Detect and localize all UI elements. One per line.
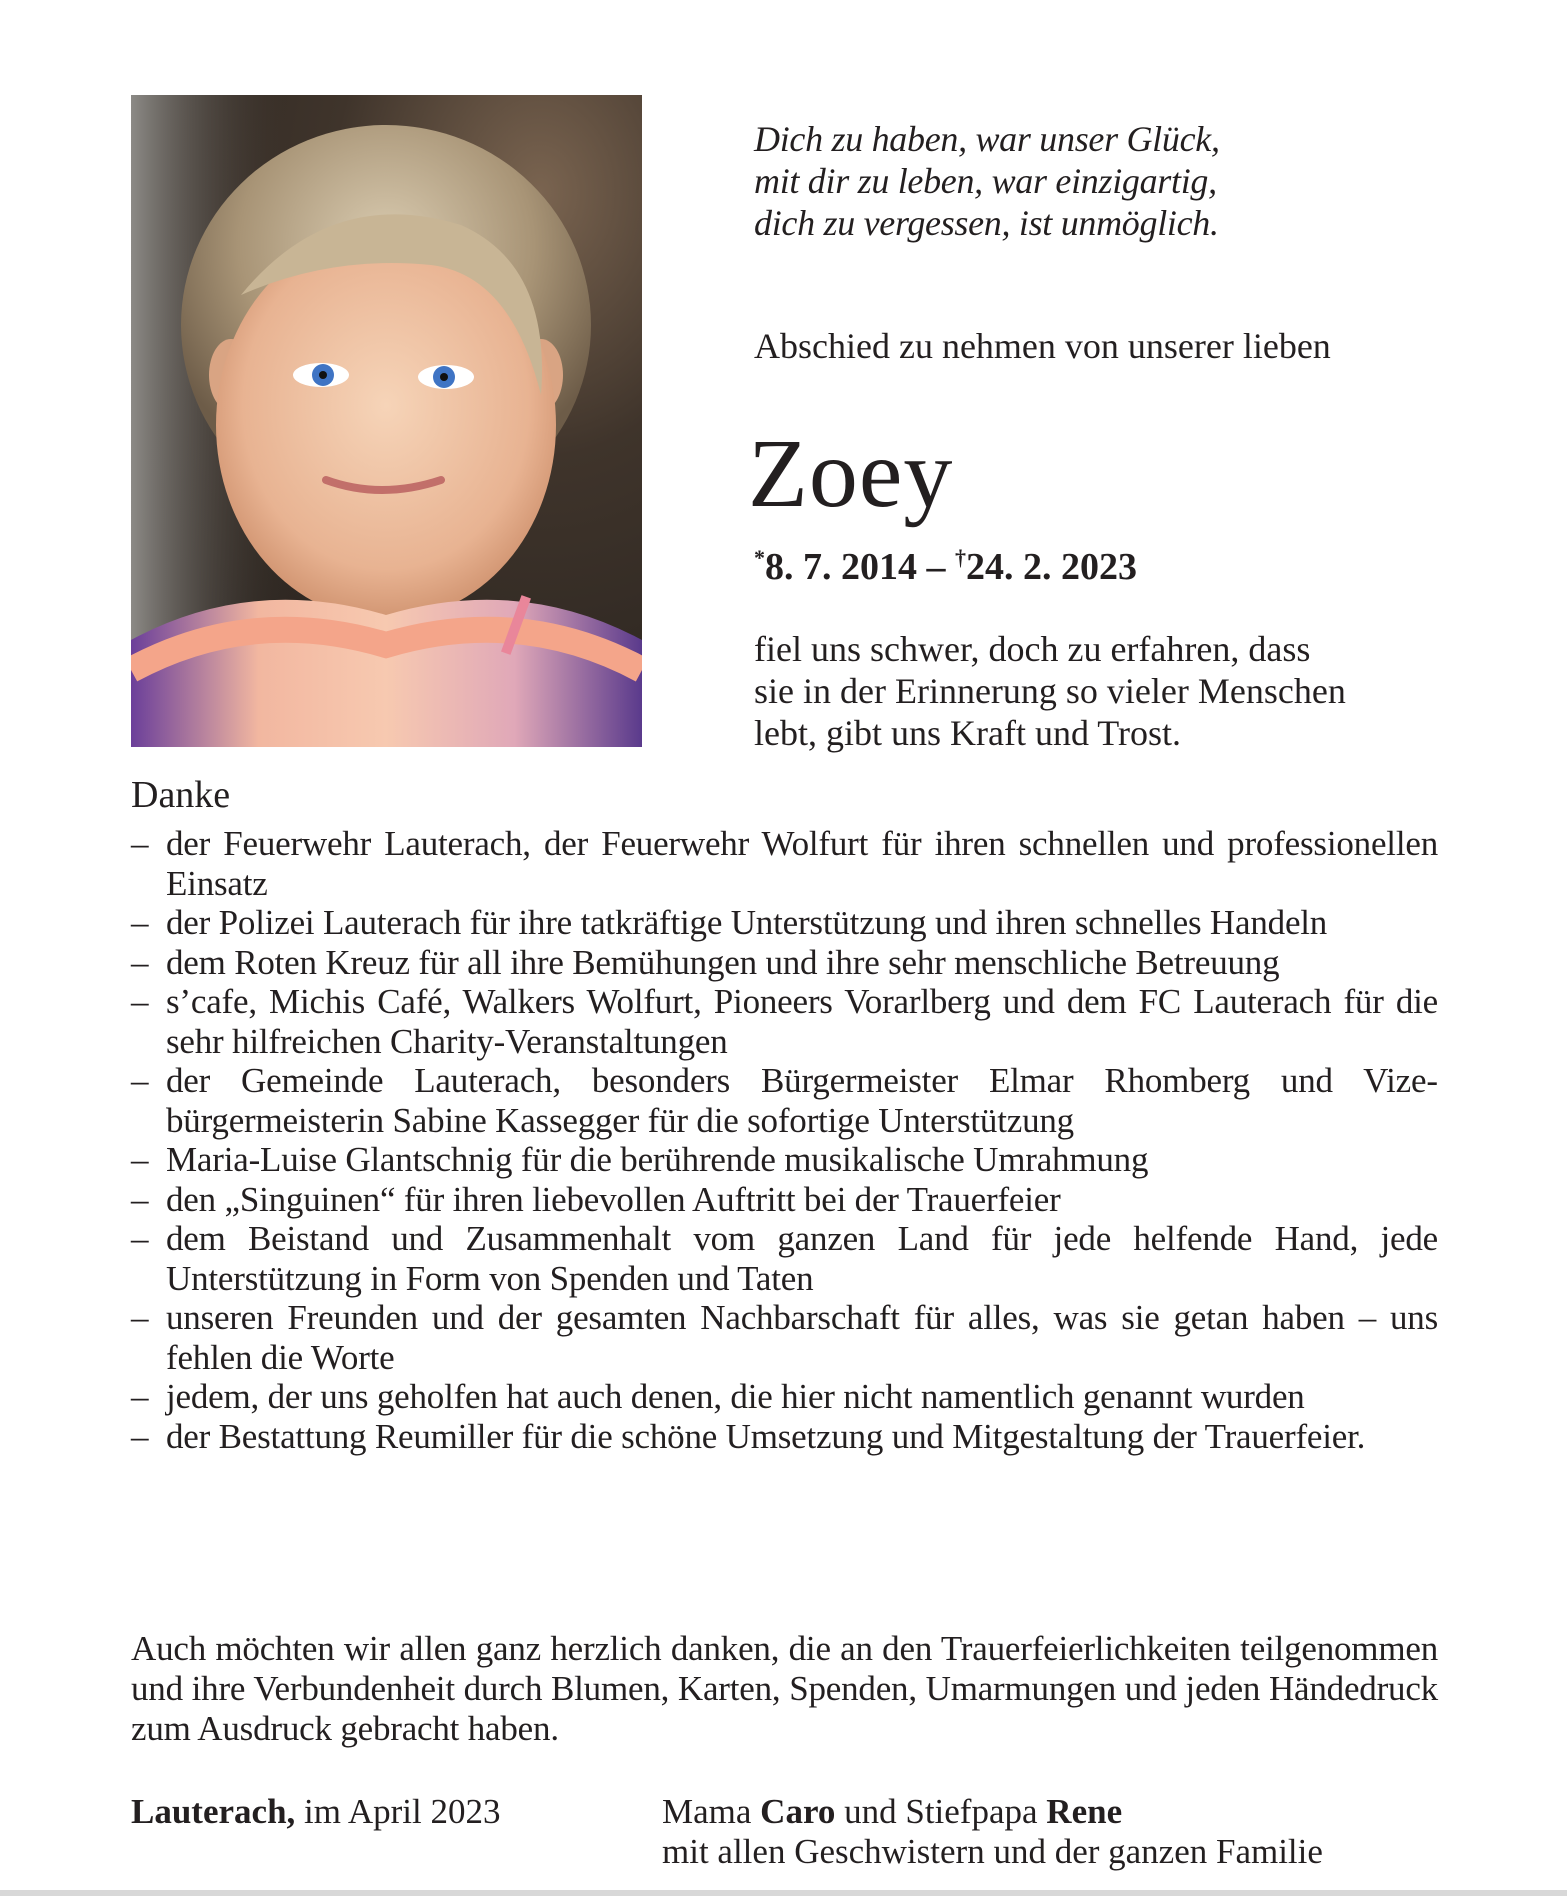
memorial-quote (754, 118, 1220, 244)
mother-name: Caro (760, 1792, 836, 1831)
thanks-item: – der Polizei Lauterach für ihre tatkräftige Unterstützung und ihren schnelles Handeln (131, 903, 1328, 942)
thanks-item: – Maria-Luise Glantschnig für die berührende musikalische Umrahmung (131, 1140, 1149, 1179)
dash-bullet-icon: – (131, 1416, 149, 1456)
portrait-photo (131, 95, 642, 747)
thanks-item: – den „Singuinen“ für ihren liebevollen Auftritt bei der Trauerfeier (131, 1179, 1061, 1219)
bottom-divider (0, 1890, 1567, 1896)
thanks-item: – s’cafe, Michis Café, Walkers Wolfurt, Pioneers Vorarlberg und dem FC Lauterach für die sehr hilfreichen Charity-Veranstaltungen (131, 982, 1438, 1061)
signature-line-2: mit allen Geschwistern und der ganzen Familie (662, 1832, 1323, 1871)
life-dates (754, 545, 1137, 589)
dash-bullet-icon: – (131, 1219, 149, 1258)
thanks-item: – der Bestattung Reumiller für die schöne Umsetzung und Mitgestaltung der Trauerfeier. (131, 1416, 1366, 1456)
date: im April 2023 (295, 1792, 501, 1831)
dash-bullet-icon: – (131, 1140, 149, 1179)
place-and-date (131, 1792, 500, 1832)
continuation-line: lebt, gibt uns Kraft und Trost. (754, 713, 1182, 753)
birth-star-icon: * (754, 545, 765, 570)
dash-bullet-icon: – (131, 1061, 149, 1100)
dash-bullet-icon: – (131, 824, 149, 863)
death-cross-icon: † (955, 545, 966, 570)
date-separator: – (917, 546, 955, 588)
continuation-line: fiel uns schwer, doch zu erfahren, dass (754, 629, 1311, 669)
death-date: 24. 2. 2023 (966, 546, 1137, 588)
intro-text: Abschied zu nehmen von unserer lieben (754, 326, 1331, 366)
deceased-name: Zoey (748, 420, 954, 528)
thanks-item: – dem Beistand und Zusammenhalt vom ganzen Land für jede helfende Hand, jede Unterstützung in Form von Spenden und Taten (131, 1219, 1438, 1298)
stepfather-name: Rene (1046, 1792, 1123, 1831)
signature-line-1: Mama Caro und Stiefpapa Rene (662, 1792, 1123, 1831)
birth-date: 8. 7. 2014 (765, 546, 917, 588)
place: Lauterach, (131, 1792, 296, 1831)
thanks-item: – der Feuerwehr Lauterach, der Feuerwehr Wolfurt für ihren schnellen und professionellen Einsatz (131, 824, 1438, 903)
thanks-item: – der Gemeinde Lauterach, besonders Bürgermeister Elmar Rhomberg und Vizebürgermeisterin Sabine Kassegger für die sofortige Unterstützung (131, 1061, 1438, 1140)
thanks-item: – dem Roten Kreuz für all ihre Bemühungen und ihre sehr menschliche Betreuung (131, 942, 1280, 982)
quote-line: mit dir zu leben, war einzigartig, (754, 161, 1217, 201)
dash-bullet-icon: – (131, 1377, 149, 1416)
thanks-item: – unseren Freunden und der gesamten Nachbarschaft für alles, was sie getan haben – uns fehlen die Worte (131, 1298, 1438, 1377)
thanks-item: – jedem, der uns geholfen hat auch denen, die hier nicht namentlich genannt wurden (131, 1377, 1305, 1416)
family-signature (662, 1792, 1323, 1872)
continuation-text (754, 628, 1438, 754)
dash-bullet-icon: – (131, 982, 149, 1021)
dash-bullet-icon: – (131, 903, 149, 942)
dash-bullet-icon: – (131, 1179, 149, 1219)
dash-bullet-icon: – (131, 942, 149, 982)
continuation-line: sie in der Erinnerung so vieler Menschen (754, 671, 1346, 711)
thanks-heading: Danke (131, 774, 231, 816)
quote-line: dich zu vergessen, ist unmöglich. (754, 203, 1219, 243)
closing-paragraph: Auch möchten wir allen ganz herzlich danken, die an den Trauerfeierlichkeiten teilgenommen und ihre Verbundenheit durch Blumen, Karten, Spenden, Umarmungen und jeden Händedruck zum Ausdruck gebracht haben. (131, 1629, 1438, 1748)
thanks-list (131, 824, 1438, 1456)
quote-line: Dich zu haben, war unser Glück, (754, 119, 1220, 159)
dash-bullet-icon: – (131, 1298, 149, 1337)
portrait-illustration (131, 95, 642, 747)
